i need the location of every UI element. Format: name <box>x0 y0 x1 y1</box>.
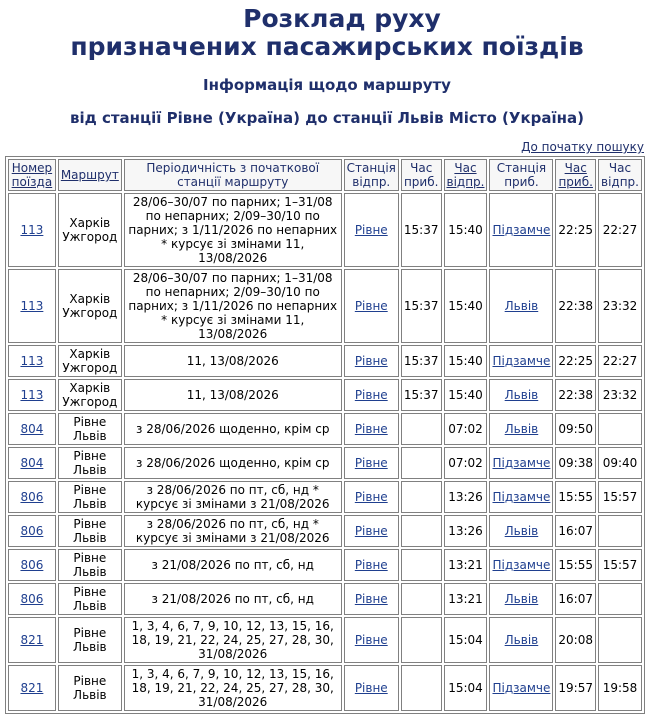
period-cell: 1, 3, 4, 6, 7, 9, 10, 12, 13, 15, 16, 18, 19, 21, 22, 24, 25, 27, 28, 30, 31/08/2026 <box>124 617 342 663</box>
arrival-time-cell: 15:37 <box>401 269 442 343</box>
arrival-station-cell <box>489 269 553 343</box>
train-number-cell <box>8 481 56 513</box>
arrival-time-cell <box>401 549 442 581</box>
arrival-station-cell <box>489 583 553 615</box>
table-row <box>8 447 642 479</box>
train-number-cell <box>8 193 56 267</box>
departure-time-cell: 15:40 <box>444 193 488 267</box>
period-cell: з 21/08/2026 по пт, сб, нд <box>124 549 342 581</box>
departure-station-cell <box>344 193 399 267</box>
arrival-station-cell <box>489 345 553 377</box>
departure-station-link[interactable]: Рівне <box>354 388 388 402</box>
period-cell: 11, 13/08/2026 <box>124 345 342 377</box>
arrival-time-cell: 15:37 <box>401 345 442 377</box>
col-route-header[interactable] <box>58 159 122 191</box>
departure-time-cell: 15:04 <box>444 665 488 711</box>
page-title-line1: Розклад руху <box>243 4 441 33</box>
sort-dep-time-link[interactable]: Час відпр. <box>446 161 485 189</box>
departure-station-link[interactable]: Рівне <box>354 681 388 695</box>
route-cell: Рівне Львів <box>58 447 122 479</box>
departure-station-cell <box>344 549 399 581</box>
table-row <box>8 345 642 377</box>
arrival-station-cell <box>489 447 553 479</box>
train-number-cell <box>8 549 56 581</box>
arrival-time2-cell: 09:38 <box>555 447 596 479</box>
departure-station-link[interactable]: Рівне <box>354 633 388 647</box>
period-cell: 28/06–30/07 по парних; 1–31/08 по непарних; 2/09–30/10 по парних; з 1/11/2026 по непарних * курсує зі змінами 11, 13/08/2026 <box>124 269 342 343</box>
departure-time2-cell <box>598 617 642 663</box>
train-number-cell <box>8 583 56 615</box>
train-number-link[interactable]: 806 <box>20 558 44 572</box>
departure-time2-cell <box>598 413 642 445</box>
departure-station-link[interactable]: Рівне <box>354 422 388 436</box>
period-cell: з 28/06/2026 щоденно, крім ср <box>124 447 342 479</box>
train-number-cell <box>8 413 56 445</box>
arrival-station-link[interactable]: Підзамче <box>492 223 551 237</box>
train-number-cell <box>8 269 56 343</box>
arrival-time-cell <box>401 515 442 547</box>
table-row <box>8 481 642 513</box>
departure-station-link[interactable]: Рівне <box>354 524 388 538</box>
departure-time-cell: 13:26 <box>444 481 488 513</box>
departure-time2-cell: 15:57 <box>598 481 642 513</box>
sort-number-link[interactable]: Номер поїзда <box>11 161 53 189</box>
arrival-station-cell <box>489 665 553 711</box>
arrival-time2-cell: 16:07 <box>555 515 596 547</box>
arrival-time2-cell: 22:38 <box>555 269 596 343</box>
route-cell: Рівне Львів <box>58 549 122 581</box>
train-number-link[interactable]: 821 <box>20 681 44 695</box>
train-number-link[interactable]: 821 <box>20 633 44 647</box>
train-number-link[interactable]: 113 <box>20 299 44 313</box>
route-cell: Рівне Львів <box>58 665 122 711</box>
schedule-table <box>5 156 645 714</box>
arrival-time-cell <box>401 481 442 513</box>
arrival-time2-cell: 22:25 <box>555 345 596 377</box>
col-dep-time2-header: Час відпр. <box>598 159 642 191</box>
departure-station-link[interactable]: Рівне <box>354 592 388 606</box>
route-cell: Харків Ужгород <box>58 193 122 267</box>
departure-time-cell: 15:40 <box>444 379 488 411</box>
arrival-time2-cell: 22:25 <box>555 193 596 267</box>
arrival-time2-cell: 09:50 <box>555 413 596 445</box>
departure-station-cell <box>344 617 399 663</box>
arrival-station-cell <box>489 379 553 411</box>
table-row <box>8 193 642 267</box>
arrival-station-cell <box>489 481 553 513</box>
departure-station-cell <box>344 413 399 445</box>
arrival-time-cell: 15:37 <box>401 193 442 267</box>
period-cell: 1, 3, 4, 6, 7, 9, 10, 12, 13, 15, 16, 18, 19, 21, 22, 24, 25, 27, 28, 30, 31/08/2026 <box>124 665 342 711</box>
route-cell: Харків Ужгород <box>58 345 122 377</box>
route-description: від станції Рівне (Україна) до станції Львів Місто (Україна) <box>70 109 584 127</box>
route-cell: Рівне Львів <box>58 413 122 445</box>
arrival-station-cell <box>489 617 553 663</box>
table-row <box>8 515 642 547</box>
arrival-time-cell <box>401 617 442 663</box>
arrival-time2-cell: 15:55 <box>555 481 596 513</box>
page-title-line2: призначених пасажирських поїздів <box>70 32 584 61</box>
col-arr-time2-header[interactable] <box>555 159 596 191</box>
train-number-link[interactable]: 804 <box>20 422 44 436</box>
arrival-station-link[interactable]: Підзамче <box>492 681 551 695</box>
back-to-search-link[interactable]: До початку пошуку <box>521 140 644 154</box>
departure-station-cell <box>344 379 399 411</box>
arrival-time-cell <box>401 665 442 711</box>
departure-time-cell: 15:40 <box>444 345 488 377</box>
departure-station-cell <box>344 583 399 615</box>
arrival-time2-cell: 15:55 <box>555 549 596 581</box>
route-cell: Харків Ужгород <box>58 269 122 343</box>
arrival-station-cell <box>489 413 553 445</box>
departure-time-cell: 13:21 <box>444 549 488 581</box>
table-row <box>8 549 642 581</box>
departure-time2-cell: 22:27 <box>598 193 642 267</box>
col-dep-station-header: Станція відпр. <box>344 159 399 191</box>
arrival-station-link[interactable]: Підзамче <box>492 558 551 572</box>
train-number-cell <box>8 665 56 711</box>
table-row <box>8 665 642 711</box>
arrival-station-link[interactable]: Львів <box>504 422 539 436</box>
period-cell: 28/06–30/07 по парних; 1–31/08 по непарних; 2/09–30/10 по парних; з 1/11/2026 по непарних * курсує зі змінами 11, 13/08/2026 <box>124 193 342 267</box>
route-cell: Харків Ужгород <box>58 379 122 411</box>
arrival-time2-cell: 16:07 <box>555 583 596 615</box>
arrival-time-cell <box>401 583 442 615</box>
page-subtitle: Інформація щодо маршруту <box>203 76 451 94</box>
departure-station-cell <box>344 515 399 547</box>
arrival-station-link[interactable]: Підзамче <box>492 490 551 504</box>
departure-time-cell: 07:02 <box>444 413 488 445</box>
col-number-header[interactable] <box>8 159 56 191</box>
departure-time2-cell: 09:40 <box>598 447 642 479</box>
table-header-row <box>8 159 642 191</box>
col-period-header: Періодичність з початкової станції маршруту <box>124 159 342 191</box>
arrival-time2-cell: 22:38 <box>555 379 596 411</box>
arrival-time2-cell: 20:08 <box>555 617 596 663</box>
departure-time-cell: 07:02 <box>444 447 488 479</box>
departure-station-cell <box>344 481 399 513</box>
departure-station-cell <box>344 269 399 343</box>
departure-station-link[interactable]: Рівне <box>354 558 388 572</box>
arrival-station-link[interactable]: Підзамче <box>492 456 551 470</box>
departure-station-link[interactable]: Рівне <box>354 490 388 504</box>
train-number-cell <box>8 617 56 663</box>
train-number-link[interactable]: 113 <box>20 388 44 402</box>
period-cell: з 28/06/2026 по пт, сб, нд * курсує зі змінами з 21/08/2026 <box>124 515 342 547</box>
departure-time2-cell: 23:32 <box>598 379 642 411</box>
table-row <box>8 413 642 445</box>
arrival-station-cell <box>489 515 553 547</box>
train-number-link[interactable]: 806 <box>20 592 44 606</box>
departure-station-link[interactable]: Рівне <box>354 299 388 313</box>
arrival-station-link[interactable]: Львів <box>504 633 539 647</box>
route-cell: Рівне Львів <box>58 515 122 547</box>
departure-station-cell <box>344 345 399 377</box>
arrival-station-link[interactable]: Львів <box>504 388 539 402</box>
route-cell: Рівне Львів <box>58 617 122 663</box>
departure-station-link[interactable]: Рівне <box>354 456 388 470</box>
arrival-station-link[interactable]: Львів <box>504 592 539 606</box>
arrival-time-cell: 15:37 <box>401 379 442 411</box>
arrival-time-cell <box>401 413 442 445</box>
departure-time-cell: 13:21 <box>444 583 488 615</box>
train-number-cell <box>8 515 56 547</box>
train-number-link[interactable]: 806 <box>20 490 44 504</box>
departure-time2-cell <box>598 583 642 615</box>
period-cell: з 28/06/2026 щоденно, крім ср <box>124 413 342 445</box>
departure-station-cell <box>344 665 399 711</box>
departure-time2-cell: 22:27 <box>598 345 642 377</box>
train-number-cell <box>8 345 56 377</box>
departure-station-link[interactable]: Рівне <box>354 223 388 237</box>
table-row <box>8 583 642 615</box>
departure-time2-cell: 15:57 <box>598 549 642 581</box>
arrival-station-link[interactable]: Львів <box>504 299 539 313</box>
col-dep-time1-header[interactable] <box>444 159 488 191</box>
period-cell: з 28/06/2026 по пт, сб, нд * курсує зі змінами з 21/08/2026 <box>124 481 342 513</box>
departure-time2-cell: 19:58 <box>598 665 642 711</box>
route-cell: Рівне Львів <box>58 481 122 513</box>
sort-arr-time-link[interactable]: Час приб. <box>558 161 593 189</box>
train-number-link[interactable]: 113 <box>20 223 44 237</box>
col-arr-station-header: Станція приб. <box>489 159 553 191</box>
table-row <box>8 379 642 411</box>
table-row <box>8 617 642 663</box>
departure-time-cell: 15:04 <box>444 617 488 663</box>
departure-time2-cell: 23:32 <box>598 269 642 343</box>
sort-route-link[interactable]: Маршрут <box>60 168 119 182</box>
arrival-station-link[interactable]: Підзамче <box>492 354 551 368</box>
train-number-link[interactable]: 804 <box>20 456 44 470</box>
period-cell: 11, 13/08/2026 <box>124 379 342 411</box>
arrival-time2-cell: 19:57 <box>555 665 596 711</box>
arrival-time-cell <box>401 447 442 479</box>
back-link-container <box>0 136 654 154</box>
table-row <box>8 269 642 343</box>
arrival-station-link[interactable]: Львів <box>504 524 539 538</box>
departure-time-cell: 15:40 <box>444 269 488 343</box>
train-number-link[interactable]: 113 <box>20 354 44 368</box>
route-cell: Рівне Львів <box>58 583 122 615</box>
departure-station-link[interactable]: Рівне <box>354 354 388 368</box>
period-cell: з 21/08/2026 по пт, сб, нд <box>124 583 342 615</box>
arrival-station-cell <box>489 193 553 267</box>
train-number-link[interactable]: 806 <box>20 524 44 538</box>
train-number-cell <box>8 447 56 479</box>
departure-time-cell: 13:26 <box>444 515 488 547</box>
train-number-cell <box>8 379 56 411</box>
departure-station-cell <box>344 447 399 479</box>
col-arr-time1-header: Час приб. <box>401 159 442 191</box>
departure-time2-cell <box>598 515 642 547</box>
arrival-station-cell <box>489 549 553 581</box>
